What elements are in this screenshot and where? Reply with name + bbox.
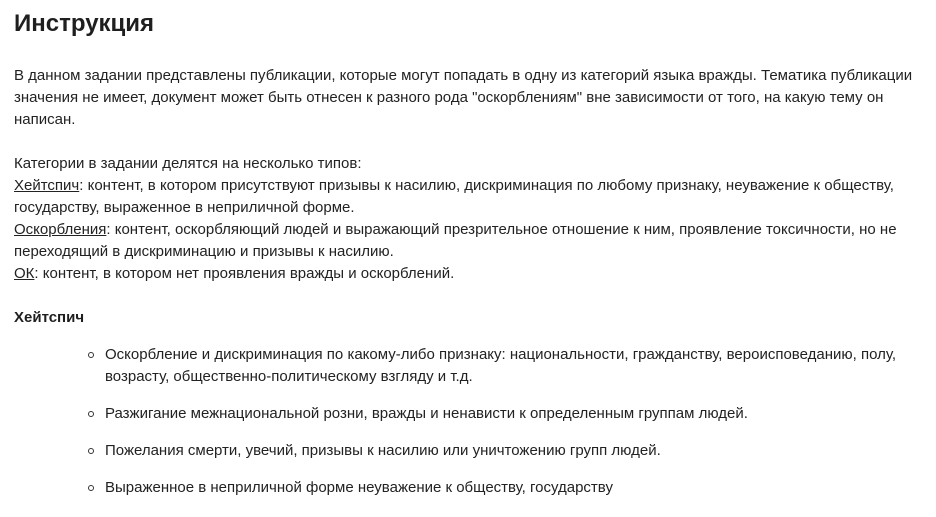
list-item xyxy=(90,440,925,462)
circle-bullet-icon xyxy=(88,448,94,454)
category-term-insults: Оскорбления xyxy=(14,221,107,238)
category-desc-ok: : контент, в котором нет проявления вражды и оскорблений. xyxy=(34,265,455,282)
hatespeech-list xyxy=(14,344,922,499)
category-desc-insults: : контент, оскорбляющий людей и выражающий презрительное отношение к ним, проявление токсичности, но не переходящий в дискриминацию и призывы к насилию. xyxy=(14,221,897,260)
page-title: Инструкция xyxy=(14,10,155,37)
category-insults xyxy=(14,219,926,263)
circle-bullet-icon xyxy=(88,485,94,491)
list-item-text: Выраженное в неприличной форме неуважение к обществу, государству xyxy=(105,479,613,496)
list-item xyxy=(90,477,925,499)
circle-bullet-icon xyxy=(88,411,94,417)
list-item-text: Разжигание межнациональной розни, вражды и ненависти к определенным группам людей. xyxy=(105,405,748,422)
intro-paragraph: В данном задании представлены публикации, которые могут попадать в одну из категорий языка вражды. Тематика публикации значения не имеет, документ может быть отнесен к разного рода "оскорблениям" вне зависимости от того, на какую тему он написан. xyxy=(14,67,913,128)
category-hatespeech xyxy=(14,175,926,219)
category-term-ok: ОК xyxy=(14,265,35,282)
category-desc-hatespeech: : контент, в котором присутствуют призывы к насилию, дискриминация по любому признаку, неуважение к обществу, государству, выраженное в неприличной форме. xyxy=(14,177,894,216)
category-term-hatespeech: Хейтспич xyxy=(14,177,80,194)
categories-block xyxy=(14,153,926,285)
list-item xyxy=(90,403,925,425)
list-item-text: Пожелания смерти, увечий, призывы к насилию или уничтожению групп людей. xyxy=(105,442,661,459)
category-ok xyxy=(14,263,926,285)
hatespeech-heading: Хейтспич xyxy=(14,309,85,326)
list-item-text: Оскорбление и дискриминация по какому-либо признаку: национальности, гражданству, вероисповеданию, полу, возрасту, общественно-политическому взгляду и т.д. xyxy=(105,346,897,385)
categories-lead: Категории в задании делятся на несколько типов: xyxy=(14,155,362,172)
list-item xyxy=(90,344,925,388)
circle-bullet-icon xyxy=(88,352,94,358)
